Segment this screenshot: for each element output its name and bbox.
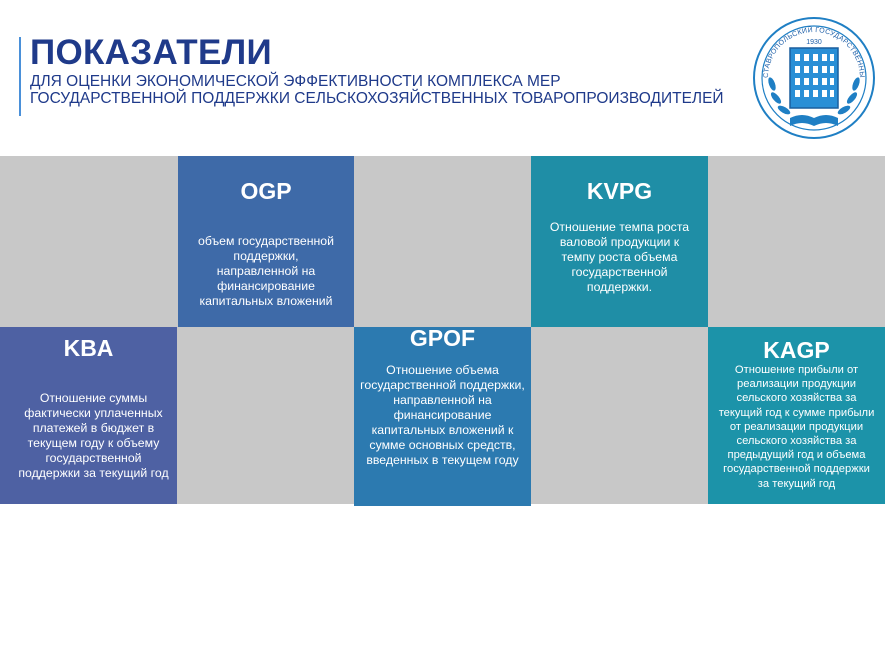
tile-gpof-desc: Отношение объема государственной поддержки, направленной на финансирование капитальных вложений к сумме основных средств, введенных в текущем году (360, 363, 525, 467)
tile-kagp-desc: Отношение прибыли от реализации продукции сельского хозяйства за текущий год к сумме прибыли от реализации продукции сельского хозяйства за предыдущий год и объема государственной поддержки за текущий год (718, 364, 875, 490)
logo-ring-text: СТАВРОПОЛЬСКИЙ ГОСУДАРСТВЕННЫ (762, 26, 866, 79)
tile-kagp (708, 327, 885, 504)
subtitle-line-2: ГОСУДАРСТВЕННОЙ ПОДДЕРЖКИ СЕЛЬСКОХОЗЯЙСТВЕННЫХ ТОВАРОПРОИЗВОДИТЕЛЕЙ (30, 90, 724, 107)
tile-kba (0, 327, 177, 504)
tile-kba-desc: Отношение суммы фактически уплаченных платежей в бюджет в текущем году к объему государственной поддержки за текущий год (18, 391, 169, 480)
tile-ogp (178, 156, 354, 327)
tile-gpof (354, 327, 531, 506)
tile-kvpg (531, 156, 708, 327)
tile-kvpg-code: KVPG (586, 178, 653, 204)
tile-kvpg-desc: Отношение темпа роста валовой продукции к темпу роста объема государственной поддержки. (549, 220, 690, 294)
tile-gpof-code: GPOF (409, 325, 476, 351)
header-accent-bar (19, 37, 21, 116)
subtitle-line-1: ДЛЯ ОЦЕНКИ ЭКОНОМИЧЕСКОЙ ЭФФЕКТИВНОСТИ КОМПЛЕКСА МЕР (30, 73, 561, 90)
page-title: ПОКАЗАТЕЛИ (30, 33, 272, 72)
university-seal-icon (750, 14, 878, 142)
page-subtitle (30, 73, 770, 107)
tile-ogp-code: OGP (240, 178, 292, 204)
tile-kba-code: KBA (63, 335, 114, 361)
tile-kagp-code: KAGP (763, 337, 830, 363)
logo-year: 1930 (806, 39, 822, 46)
tile-ogp-desc: объем государственной поддержки, направленной на финансирование капитальных вложений (198, 234, 334, 308)
